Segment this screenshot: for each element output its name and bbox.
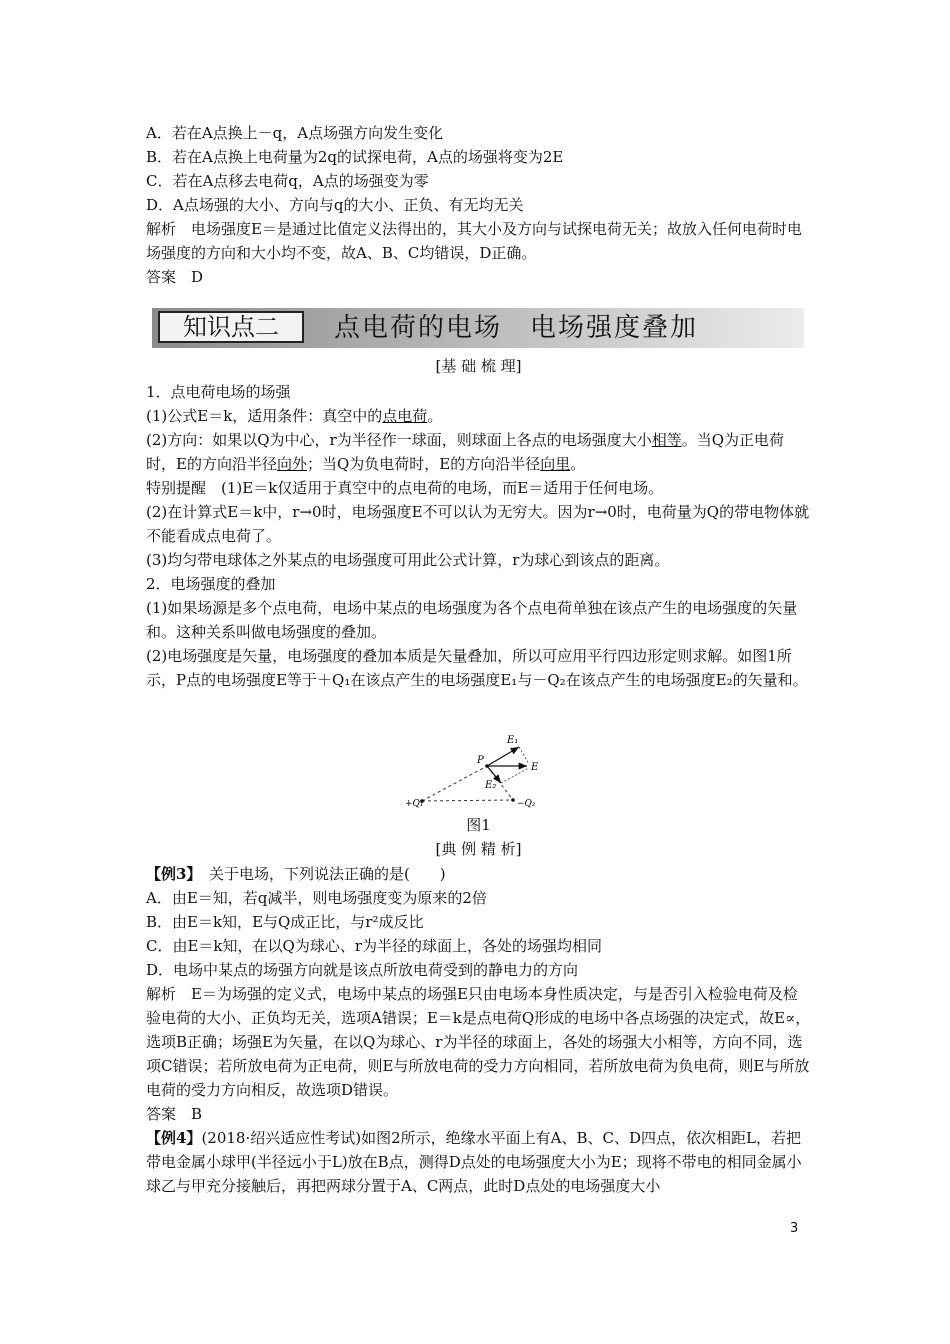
label-e: E: [531, 762, 539, 773]
example-4-tag: 【例4】: [146, 1129, 202, 1147]
parallelogram-side-1: [519, 747, 529, 764]
underlined-term: 向里: [540, 455, 571, 473]
direction-text-d: 。: [570, 455, 586, 473]
knowledge-content: [146, 380, 811, 692]
figure-1-diagram: [405, 728, 555, 813]
direction-text-b: 。当Q为正电荷时，E的方向沿半径: [146, 431, 785, 473]
example-3-question: 关于电场，下列说法正确的是( ): [193, 865, 446, 883]
example-3-option-c: C．由E＝k知，在以Q为球心、r为半径的球面上，各处的场强均相同: [146, 937, 602, 955]
direction-text-a: (2)方向：如果以Q为中心，r为半径作一球面，则球面上各点的电场强度大小: [146, 431, 652, 449]
point-p: [485, 764, 489, 768]
example-3-option-b: B．由E＝k知，E与Q成正比，与r²成反比: [146, 913, 424, 931]
q1-to-p-line: [422, 766, 487, 801]
tip-1: 特别提醒 (1)E＝k仅适用于真空中的点电荷的电场，而E＝适用于任何电场。: [146, 479, 664, 497]
label-e1: E₁: [507, 735, 519, 746]
label-p: P: [477, 755, 484, 766]
example-3-option-d: D．电场中某点的场强方向就是该点所放电荷受到的静电力的方向: [146, 961, 579, 979]
parallelogram-side-2: [501, 768, 529, 783]
examples-content: [146, 862, 811, 1198]
label-e2: E₂: [485, 780, 497, 791]
example-3-stem: [146, 862, 811, 886]
formula-text: (1)公式E＝k，适用条件：真空中的: [146, 407, 383, 425]
direction-text-c: ；当Q为负电荷时，E的方向沿半径: [306, 455, 541, 473]
example-4-question: (2018·绍兴适应性考试)如图2所示，绝缘水平面上有A、B、C、D四点，依次相距L，若把带电金属小球甲(半径远小于L)放在B点，测得D点处的电场强度大小为E；现将不带电的相同金属小球乙与甲充分接触后，再把两球分置于A、C两点，此时D点处的电场强度大小: [146, 1129, 802, 1195]
option-c: C．若在A点移去电荷q，A点的场强变为零: [146, 172, 429, 190]
underlined-term: 向外: [276, 455, 307, 473]
example-4-stem: [146, 1126, 811, 1198]
example-3-tag: 【例3】: [146, 865, 194, 883]
answer-text: 答案 D: [146, 268, 204, 286]
label-q2: −Q₂: [517, 799, 536, 809]
underlined-term: 点电荷: [382, 407, 428, 425]
label-q1: +Q₁: [405, 799, 424, 809]
tip-2: (2)在计算式E＝k中，r→0时，电场强度E不可以认为无穷大。因为r→0时，电荷量为Q的带电物体就不能看成点电荷了。: [146, 503, 810, 545]
underlined-term: 相等: [651, 431, 682, 449]
examples-heading: [典 例 精 析]: [435, 840, 522, 858]
e1-vector: [487, 747, 519, 766]
example-3-answer: 答案 B: [146, 1105, 203, 1123]
example-3-option-a: A．由E＝知，若q减半，则电场强度变为原来的2倍: [146, 889, 487, 907]
section-2-heading: 2．电场强度的叠加: [146, 575, 276, 593]
formula-end: 。: [427, 407, 443, 425]
banner-title: 点电荷的电场 电场强度叠加: [334, 313, 699, 343]
tip-3: (3)均匀带电球体之外某点的电场强度可用此公式计算，r为球心到该点的距离。: [146, 551, 670, 569]
figure-caption: 图1: [466, 816, 491, 834]
banner-label: 知识点二: [158, 311, 304, 343]
q1-to-q2-line: [422, 800, 513, 801]
option-a: A．若在A点换上－q，A点场强方向发生变化: [146, 124, 444, 142]
formula-item: [146, 404, 811, 428]
charge-q2: [511, 798, 515, 802]
option-d: D．A点场强的大小、方向与q的大小、正负、有无均无关: [146, 196, 524, 214]
direction-item: [146, 428, 811, 476]
superposition-p1: (1)如果场源是多个点电荷，电场中某点的电场强度为各个点电荷单独在该点产生的电场强度的矢量和。这种关系叫做电场强度的叠加。: [146, 599, 798, 641]
section-1-heading: 1．点电荷电场的场强: [146, 383, 291, 401]
superposition-p2: (2)电场强度是矢量，电场强度的叠加本质是矢量叠加，所以可应用平行四边形定则求解。如图1所示，P点的电场强度E等于＋Q₁在该点产生的电场强度E₁与－Q₂在该点产生的电场强度E₂的矢量和。: [146, 647, 808, 689]
example-3-analysis: 解析 E＝为场强的定义式，电场中某点的场强E只由电场本身性质决定，与是否引入检验电荷及检验电荷的大小、正负均无关，选项A错误；E＝k是点电荷Q形成的电场中各点场强的决定式，故E∝，选项B正确；场强E为矢量，在以Q为球心、r为半径的球面上，各处的场强大小相等，方向不同，选项C错误；若所放电荷为正电荷，则E与所放电荷的受力方向相同，若所放电荷为负电荷，则E与所放电荷的受力方向相反，故选项D错误。: [146, 985, 811, 1099]
option-b: B．若在A点换上电荷量为2q的试探电荷，A点的场强将变为2E: [146, 148, 564, 166]
basic-review-heading: [基 础 梳 理]: [435, 357, 522, 375]
page-number: 3: [790, 1221, 799, 1236]
section-banner: [152, 308, 804, 348]
analysis-text: 解析 电场强度E＝是通过比值定义法得出的，其大小及方向与试探电荷无关；故放入任何电荷时电场强度的方向和大小均不变，故A、B、C均错误，D正确。: [146, 220, 802, 262]
question-block: [146, 121, 811, 289]
